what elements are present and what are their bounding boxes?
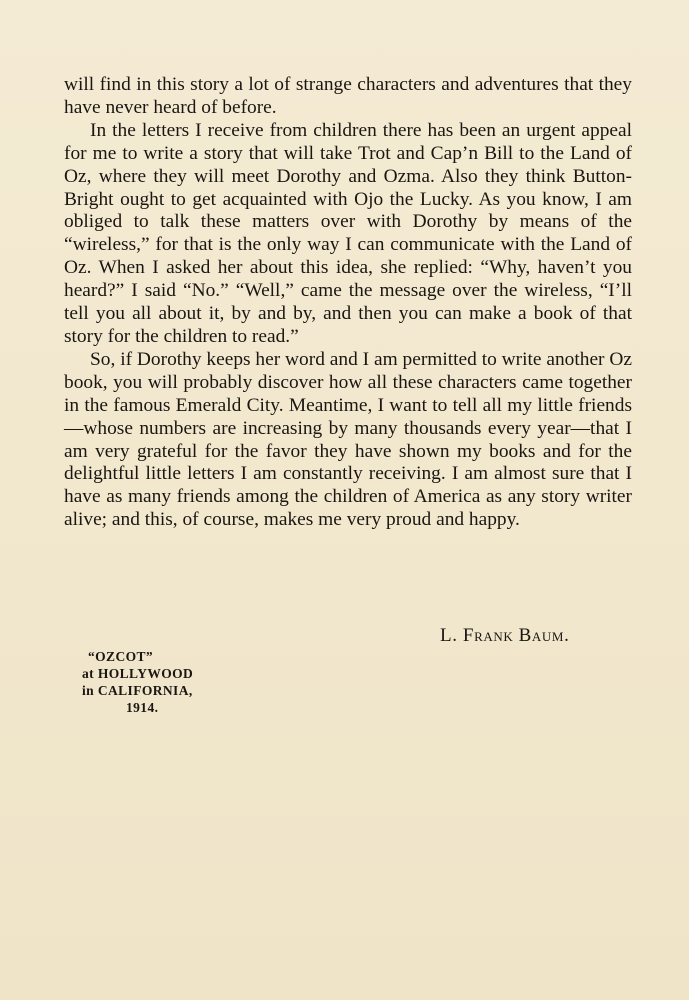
dateline-line-3: in CALIFORNIA, (82, 683, 193, 698)
dateline-line-4: 1914. (126, 700, 159, 715)
paragraph-2: In the letters I receive from children there has been an urgent appeal for me to write a story that will take Trot and Cap’n Bill to the Land of Oz, where they will meet Dorothy and Ozma. Also they think Button-Bright ought to get acquainted with Ojo the Lucky. As you know, I am obliged to talk these matters over with Dorothy by means of the “wireless,” for that is the only way I can communicate with the Land of Oz. When I asked her about this idea, she replied: “Why, haven’t you heard?” I said “No.” “Well,” came the message over the wireless, “I’ll tell you all about it, by and by, and then you can make a book of that story for the children to read.” (64, 119, 632, 347)
dateline-line-2: at HOLLYWOOD (82, 666, 194, 681)
body-text (64, 74, 632, 532)
paragraph-3: So, if Dorothy keeps her word and I am permitted to write another Oz book, you will probably discover how all these characters came together in the famous Emerald City. Meantime, I want to tell all my little friends—whose numbers are increasing by many thousands every year—that I am very grateful for the favor they have shown my books and for the delightful little letters I am constantly receiving. I am almost sure that I have as many friends among the children of America as any story writer alive; and this, of course, makes me very proud and happy. (64, 348, 632, 531)
paragraph-1: will find in this story a lot of strange characters and adventures that they have never heard of before. (64, 74, 632, 118)
dateline-line-1: “OZCOT” (88, 649, 154, 664)
author-signature: L. Frank Baum. (440, 625, 570, 646)
dateline (82, 648, 193, 716)
